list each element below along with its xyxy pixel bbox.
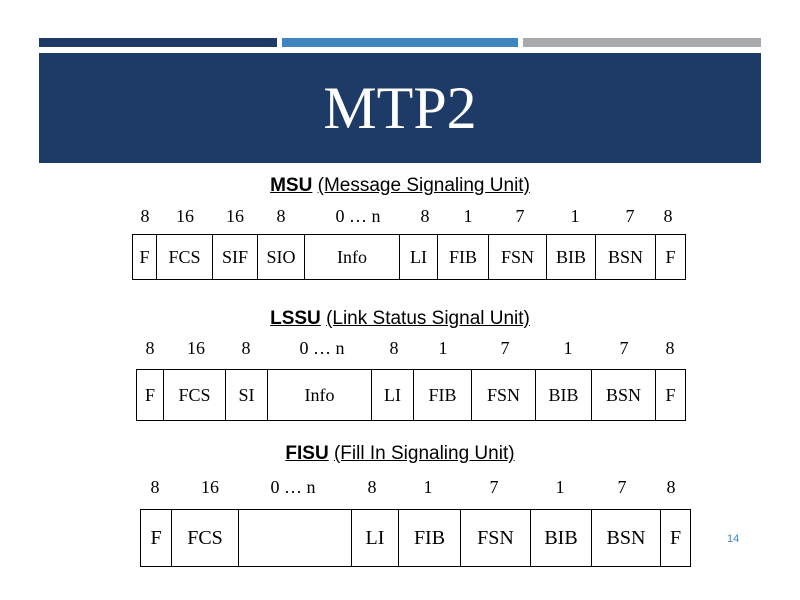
lssu-bit-length: 8: [241, 338, 251, 358]
lssu-bit-length: 7: [619, 338, 629, 358]
fisu-bit-length: 8: [150, 477, 160, 497]
msu-heading: [0, 175, 800, 197]
slide-title: MTP2: [323, 74, 477, 141]
msu-field-fib: FIB: [438, 235, 489, 279]
fisu-heading-full: (Fill In Signaling Unit): [333, 443, 515, 464]
lssu-field-flag: F: [137, 370, 164, 420]
lssu-bit-length: 7: [500, 338, 510, 358]
lssu-heading-full: (Link Status Signal Unit): [326, 308, 530, 329]
msu-field-fsn: FSN: [489, 235, 547, 279]
lssu-field-fib: FIB: [414, 370, 472, 420]
fisu-field-fib: FIB: [399, 510, 461, 566]
fisu-field-li: LI: [352, 510, 399, 566]
fisu-field-fsn: FSN: [461, 510, 531, 566]
fisu-field-flag: F: [141, 510, 172, 566]
fisu-field-bsn: BSN: [592, 510, 661, 566]
fisu-frame: [140, 509, 691, 567]
msu-heading-full: (Message Signaling Unit): [317, 175, 530, 196]
lssu-bit-length: 8: [145, 338, 155, 358]
fisu-field-fcs: FCS: [172, 510, 239, 566]
fisu-field-bib: BIB: [531, 510, 592, 566]
fisu-bit-length: 1: [555, 477, 565, 497]
lssu-field-bsn: BSN: [592, 370, 656, 420]
lssu-field-li: LI: [372, 370, 414, 420]
page-number: 14: [727, 533, 740, 545]
msu-heading-abbr: MSU: [270, 175, 313, 196]
msu-field-flag: F: [665, 246, 676, 267]
msu-bit-length: 7: [515, 206, 525, 226]
fisu-bit-length: 16: [201, 477, 219, 497]
fisu-bit-length: 0 … n: [270, 477, 316, 497]
msu-field-bsn: BSN: [596, 235, 656, 279]
msu-bit-lengths: [0, 206, 800, 226]
fisu-bit-length: 7: [489, 477, 499, 497]
msu-field-sif: SIF: [213, 235, 258, 279]
title-band: [39, 53, 761, 163]
msu-bit-length: 16: [176, 206, 194, 226]
fisu-heading: [0, 443, 800, 465]
msu-field-bib: BIB: [547, 235, 596, 279]
msu-bit-length: 0 … n: [335, 206, 381, 226]
lssu-field-bib: BIB: [536, 370, 592, 420]
lssu-bit-length: 16: [187, 338, 205, 358]
fisu-bit-lengths: [0, 477, 800, 497]
msu-bit-length: 8: [276, 206, 286, 226]
lssu-bit-lengths: [0, 338, 800, 358]
fisu-field-empty: [239, 510, 352, 566]
lssu-heading-abbr: LSSU: [270, 308, 321, 329]
lssu-field-info: Info: [268, 370, 372, 420]
lssu-field-flag: F: [665, 384, 676, 405]
msu-field-sio: SIO: [258, 235, 305, 279]
lssu-field-fsn: FSN: [472, 370, 536, 420]
lssu-field-fcs: FCS: [164, 370, 226, 420]
msu-bit-length: 8: [140, 206, 150, 226]
lssu-bit-length: 8: [665, 338, 675, 358]
msu-bit-length: 7: [625, 206, 635, 226]
lssu-heading: [0, 308, 800, 330]
msu-field-fcs: FCS: [157, 235, 213, 279]
msu-bit-length: 1: [463, 206, 473, 226]
fisu-bit-length: 1: [423, 477, 433, 497]
msu-bit-length: 16: [226, 206, 244, 226]
fisu-bit-length: 7: [617, 477, 627, 497]
fisu-bit-length: 8: [666, 477, 676, 497]
msu-frame: [132, 234, 686, 280]
msu-bit-length: 8: [663, 206, 673, 226]
fisu-field-flag: F: [669, 526, 682, 549]
lssu-bit-length: 1: [438, 338, 448, 358]
accent-bar-gray: [523, 38, 761, 47]
msu-field-flag: F: [133, 235, 157, 279]
msu-field-info: Info: [305, 235, 400, 279]
lssu-field-si: SI: [226, 370, 268, 420]
fisu-heading-abbr: FISU: [285, 443, 329, 464]
lssu-bit-length: 0 … n: [299, 338, 345, 358]
accent-bar-dark-blue: [39, 38, 277, 47]
fisu-bit-length: 8: [367, 477, 377, 497]
lssu-bit-length: 1: [563, 338, 573, 358]
accent-bar-mid-blue: [282, 38, 518, 47]
lssu-frame: [136, 369, 686, 421]
msu-field-li: LI: [400, 235, 438, 279]
msu-bit-length: 1: [570, 206, 580, 226]
msu-bit-length: 8: [420, 206, 430, 226]
lssu-bit-length: 8: [389, 338, 399, 358]
